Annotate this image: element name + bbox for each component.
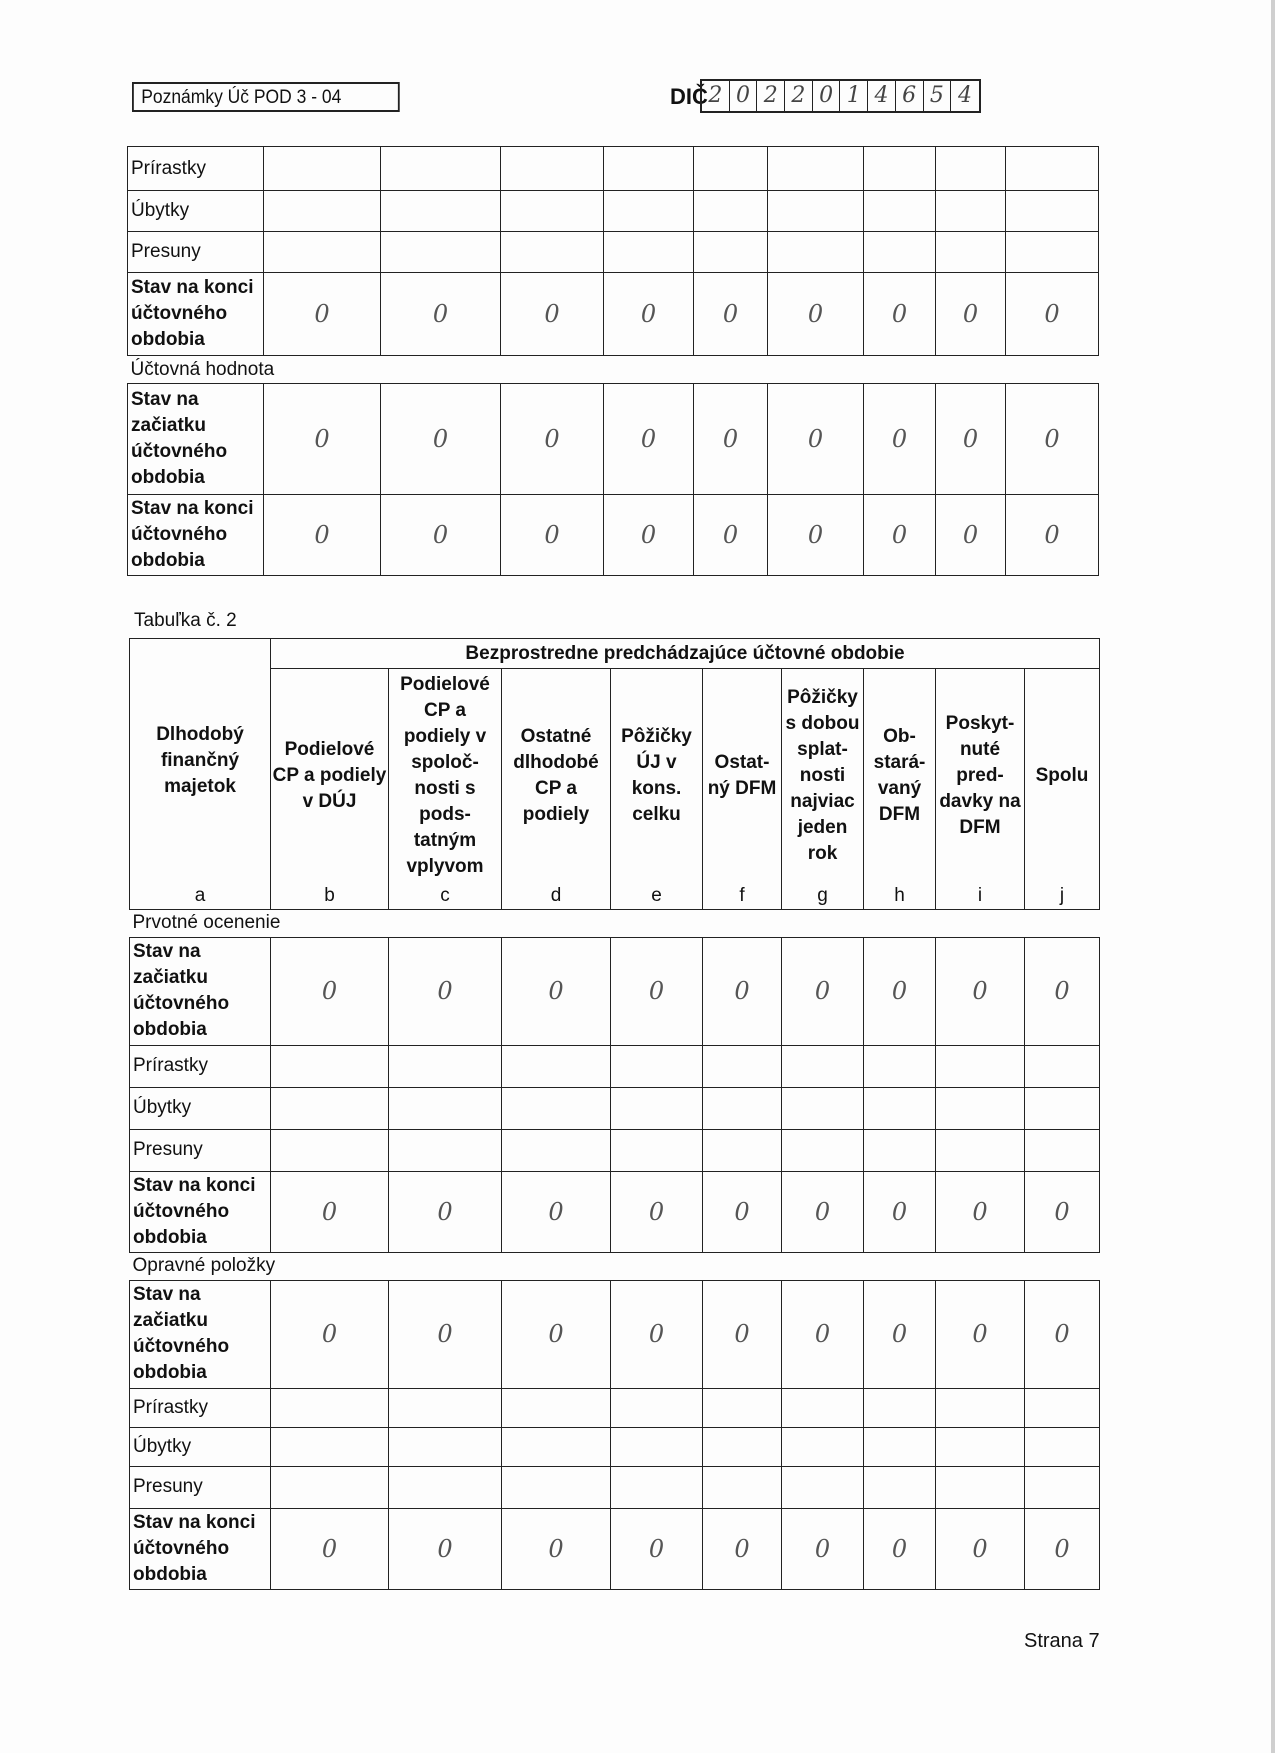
value-cell[interactable]: 0: [604, 384, 694, 495]
value-cell[interactable]: [782, 1466, 864, 1508]
value-cell[interactable]: [936, 1427, 1025, 1466]
value-cell[interactable]: [1025, 1466, 1100, 1508]
value-cell[interactable]: 0: [782, 1508, 864, 1589]
value-cell[interactable]: 0: [936, 384, 1006, 495]
value-cell[interactable]: [502, 1129, 611, 1171]
value-cell[interactable]: 0: [389, 937, 502, 1045]
value-cell[interactable]: [604, 232, 694, 273]
value-cell[interactable]: [604, 147, 694, 191]
value-cell[interactable]: [264, 191, 381, 232]
value-cell[interactable]: 0: [1025, 1280, 1100, 1388]
column-letter: a: [130, 883, 271, 910]
value-cell[interactable]: [502, 1466, 611, 1508]
value-cell[interactable]: [703, 1087, 782, 1129]
value-cell[interactable]: [936, 191, 1006, 232]
column-header: Podielové CP a podiely v DÚJ: [271, 669, 389, 883]
value-cell[interactable]: 0: [864, 384, 936, 495]
value-cell[interactable]: 0: [703, 937, 782, 1045]
value-cell[interactable]: [264, 232, 381, 273]
value-cell[interactable]: 0: [1025, 1171, 1100, 1252]
value-cell[interactable]: [782, 1129, 864, 1171]
value-cell[interactable]: 0: [389, 1171, 502, 1252]
table-row: [130, 937, 1100, 1045]
value-cell[interactable]: [703, 1466, 782, 1508]
dic-digit: 0: [730, 81, 758, 111]
value-cell[interactable]: 0: [864, 1508, 936, 1589]
value-cell[interactable]: [768, 232, 864, 273]
super-header: Bezprostredne predchádzajúce účtovné obdobie: [271, 639, 1100, 669]
table-row: [130, 1508, 1100, 1589]
dic-digit: 0: [813, 81, 841, 111]
value-cell[interactable]: [271, 1129, 389, 1171]
value-cell[interactable]: 0: [703, 1280, 782, 1388]
header-row: [130, 669, 1100, 883]
section-row: [130, 1252, 1100, 1280]
value-cell[interactable]: [782, 1045, 864, 1087]
value-cell[interactable]: 0: [271, 1508, 389, 1589]
row-label: Presuny: [130, 1466, 271, 1508]
value-cell[interactable]: [1025, 1045, 1100, 1087]
dic-field[interactable]: [700, 79, 981, 113]
value-cell[interactable]: [936, 1087, 1025, 1129]
value-cell[interactable]: 0: [501, 273, 604, 356]
table-row: [130, 1045, 1100, 1087]
dic-digit: 4: [868, 81, 896, 111]
table-row: [130, 1129, 1100, 1171]
value-cell[interactable]: 0: [782, 1171, 864, 1252]
value-cell[interactable]: 0: [611, 1280, 703, 1388]
column-header: Poskyt- nuté pred- davky na DFM: [936, 669, 1025, 883]
value-cell[interactable]: 0: [502, 1508, 611, 1589]
table-row: [130, 1466, 1100, 1508]
value-cell[interactable]: [1025, 1129, 1100, 1171]
dic-digit: 2: [702, 81, 730, 111]
column-letter: g: [782, 883, 864, 910]
value-cell[interactable]: 0: [936, 1508, 1025, 1589]
column-header: Spolu: [1025, 669, 1100, 883]
value-cell[interactable]: [271, 1466, 389, 1508]
row-label: Stav na začiatku účtovného obdobia: [130, 1280, 271, 1388]
value-cell[interactable]: [389, 1087, 502, 1129]
column-header: Ob- stará- vaný DFM: [864, 669, 936, 883]
section-label: Účtovná hodnota: [128, 356, 1099, 384]
column-letter: c: [389, 883, 502, 910]
row-label: Stav na konci účtovného obdobia: [128, 273, 264, 356]
value-cell[interactable]: [703, 1129, 782, 1171]
value-cell[interactable]: [501, 147, 604, 191]
value-cell[interactable]: 0: [1006, 384, 1099, 495]
column-letter: f: [703, 883, 782, 910]
value-cell[interactable]: [1006, 232, 1099, 273]
value-cell[interactable]: 0: [604, 495, 694, 576]
row-label: Stav na konci účtovného obdobia: [128, 495, 264, 576]
table2: [129, 638, 1100, 1590]
dic-digit: 4: [958, 83, 973, 108]
value-cell[interactable]: [271, 1427, 389, 1466]
value-cell[interactable]: [611, 1427, 703, 1466]
value-cell[interactable]: 0: [703, 1171, 782, 1252]
value-cell[interactable]: 0: [1025, 937, 1100, 1045]
dic-digit: 2: [785, 81, 813, 111]
value-cell[interactable]: [936, 1466, 1025, 1508]
value-cell[interactable]: [703, 1388, 782, 1427]
value-cell[interactable]: [703, 1427, 782, 1466]
value-cell[interactable]: [389, 1045, 502, 1087]
section-label: Opravné položky: [130, 1252, 1100, 1280]
value-cell[interactable]: [864, 232, 936, 273]
value-cell[interactable]: [768, 147, 864, 191]
value-cell[interactable]: 0: [864, 1171, 936, 1252]
value-cell[interactable]: [864, 1466, 936, 1508]
table-row: [128, 273, 1099, 356]
value-cell[interactable]: 0: [864, 1280, 936, 1388]
row-label: Úbytky: [130, 1427, 271, 1466]
value-cell[interactable]: 0: [611, 1171, 703, 1252]
value-cell[interactable]: 0: [936, 1171, 1025, 1252]
column-letter: h: [864, 883, 936, 910]
letter-row: [130, 883, 1100, 910]
value-cell[interactable]: [768, 191, 864, 232]
section-row: [128, 356, 1099, 384]
value-cell[interactable]: [694, 147, 768, 191]
value-cell[interactable]: [703, 1045, 782, 1087]
dic-digit: 5: [924, 81, 952, 111]
value-cell[interactable]: [694, 191, 768, 232]
column-letter: d: [502, 883, 611, 910]
page-number: Strana 7: [1024, 1630, 1100, 1652]
value-cell[interactable]: 0: [604, 273, 694, 356]
dic-digit: 6: [896, 81, 924, 111]
value-cell[interactable]: [271, 1045, 389, 1087]
value-cell[interactable]: [864, 191, 936, 232]
value-cell[interactable]: 0: [389, 1280, 502, 1388]
value-cell[interactable]: 0: [271, 937, 389, 1045]
value-cell[interactable]: [502, 1427, 611, 1466]
row-label: Úbytky: [130, 1087, 271, 1129]
table1: [127, 146, 1099, 576]
value-cell[interactable]: [1025, 1087, 1100, 1129]
value-cell[interactable]: [1006, 147, 1099, 191]
value-cell[interactable]: 0: [782, 1280, 864, 1388]
table-row: [128, 495, 1099, 576]
value-cell[interactable]: 0: [936, 495, 1006, 576]
value-cell[interactable]: [611, 1045, 703, 1087]
value-cell[interactable]: 0: [936, 273, 1006, 356]
value-cell[interactable]: [936, 147, 1006, 191]
value-cell[interactable]: 0: [864, 273, 936, 356]
value-cell[interactable]: 0: [501, 495, 604, 576]
value-cell[interactable]: 0: [1006, 273, 1099, 356]
scan-edge: [1271, 0, 1275, 1753]
value-cell[interactable]: 0: [611, 937, 703, 1045]
column-header: Pôžičky ÚJ v kons. celku: [611, 669, 703, 883]
value-cell[interactable]: [1006, 191, 1099, 232]
table-row: [130, 1280, 1100, 1388]
value-cell[interactable]: [864, 147, 936, 191]
value-cell[interactable]: [389, 1129, 502, 1171]
table-row: [128, 384, 1099, 495]
value-cell[interactable]: [936, 1129, 1025, 1171]
value-cell[interactable]: 0: [381, 495, 501, 576]
value-cell[interactable]: [611, 1129, 703, 1171]
dic-digit: 2: [757, 81, 785, 111]
value-cell[interactable]: [389, 1466, 502, 1508]
table-row: [130, 1087, 1100, 1129]
row-label: Presuny: [128, 232, 264, 273]
value-cell[interactable]: [694, 232, 768, 273]
form-title: Poznámky Úč POD 3 - 04: [132, 82, 400, 112]
column-letter: e: [611, 883, 703, 910]
column-letter: i: [936, 883, 1025, 910]
value-cell[interactable]: [502, 1045, 611, 1087]
value-cell[interactable]: 0: [502, 1171, 611, 1252]
value-cell[interactable]: [864, 1427, 936, 1466]
value-cell[interactable]: [502, 1087, 611, 1129]
value-cell[interactable]: [936, 232, 1006, 273]
section-row: [130, 909, 1100, 937]
row-label: Úbytky: [128, 191, 264, 232]
dic-label: DIČ: [670, 84, 708, 109]
value-cell[interactable]: [864, 1045, 936, 1087]
value-cell[interactable]: 0: [271, 1171, 389, 1252]
header-row: [130, 639, 1100, 669]
row-label: Stav na konci účtovného obdobia: [130, 1508, 271, 1589]
value-cell[interactable]: [271, 1087, 389, 1129]
value-cell[interactable]: 0: [703, 1508, 782, 1589]
value-cell[interactable]: 0: [502, 937, 611, 1045]
value-cell[interactable]: [501, 232, 604, 273]
value-cell[interactable]: [381, 147, 501, 191]
value-cell[interactable]: 0: [694, 495, 768, 576]
column-header: Pôžičky s dobou splat- nosti najviac jeden rok: [782, 669, 864, 883]
value-cell[interactable]: [936, 1388, 1025, 1427]
value-cell[interactable]: [864, 1388, 936, 1427]
column-header: Podielové CP a podiely v spoloč- nosti s pods- tatným vplyvom: [389, 669, 502, 883]
value-cell[interactable]: [782, 1388, 864, 1427]
value-cell[interactable]: 0: [768, 384, 864, 495]
row-label: Presuny: [130, 1129, 271, 1171]
value-cell[interactable]: [381, 191, 501, 232]
value-cell[interactable]: [611, 1388, 703, 1427]
value-cell[interactable]: [271, 1388, 389, 1427]
value-cell[interactable]: 0: [264, 384, 381, 495]
value-cell[interactable]: 0: [1006, 495, 1099, 576]
row-label: Prírastky: [130, 1388, 271, 1427]
value-cell[interactable]: [381, 232, 501, 273]
column-letter: b: [271, 883, 389, 910]
value-cell[interactable]: 0: [782, 937, 864, 1045]
value-cell[interactable]: [502, 1388, 611, 1427]
value-cell[interactable]: 0: [936, 937, 1025, 1045]
value-cell[interactable]: 0: [694, 384, 768, 495]
column-header: Ostat- ný DFM: [703, 669, 782, 883]
value-cell[interactable]: 0: [264, 495, 381, 576]
value-cell[interactable]: [389, 1427, 502, 1466]
value-cell[interactable]: [1025, 1427, 1100, 1466]
value-cell[interactable]: 0: [264, 273, 381, 356]
value-cell[interactable]: [501, 191, 604, 232]
table-row: [128, 232, 1099, 273]
value-cell[interactable]: 0: [381, 384, 501, 495]
value-cell[interactable]: 0: [864, 495, 936, 576]
table-row: [130, 1388, 1100, 1427]
value-cell[interactable]: 0: [768, 495, 864, 576]
table2-title: Tabuľka č. 2: [134, 610, 237, 631]
table-row: [128, 147, 1099, 191]
value-cell[interactable]: [389, 1388, 502, 1427]
table-row: [128, 191, 1099, 232]
row-label: Stav na konci účtovného obdobia: [130, 1171, 271, 1252]
value-cell[interactable]: 0: [694, 273, 768, 356]
column-header: Ostatné dlhodobé CP a podiely: [502, 669, 611, 883]
value-cell[interactable]: [604, 191, 694, 232]
column-header: Dlhodobý finančný majetok: [130, 639, 271, 883]
value-cell[interactable]: 0: [381, 273, 501, 356]
value-cell[interactable]: [611, 1466, 703, 1508]
value-cell[interactable]: 0: [501, 384, 604, 495]
value-cell[interactable]: [1025, 1388, 1100, 1427]
value-cell[interactable]: 0: [389, 1508, 502, 1589]
value-cell[interactable]: 0: [1025, 1508, 1100, 1589]
table-row: [130, 1171, 1100, 1252]
value-cell[interactable]: [782, 1087, 864, 1129]
value-cell[interactable]: [864, 1129, 936, 1171]
value-cell[interactable]: 0: [936, 1280, 1025, 1388]
value-cell[interactable]: 0: [611, 1508, 703, 1589]
row-label: Stav na začiatku účtovného obdobia: [130, 937, 271, 1045]
value-cell[interactable]: 0: [271, 1280, 389, 1388]
value-cell[interactable]: [611, 1087, 703, 1129]
value-cell[interactable]: 0: [768, 273, 864, 356]
value-cell[interactable]: 0: [502, 1280, 611, 1388]
section-label: Prvotné ocenenie: [130, 909, 1100, 937]
row-label: Prírastky: [128, 147, 264, 191]
value-cell[interactable]: [264, 147, 381, 191]
value-cell[interactable]: [864, 1087, 936, 1129]
row-label: Prírastky: [130, 1045, 271, 1087]
value-cell[interactable]: 0: [864, 937, 936, 1045]
value-cell[interactable]: [936, 1045, 1025, 1087]
dic-digit: 1: [840, 81, 868, 111]
table-row: [130, 1427, 1100, 1466]
column-letter: j: [1025, 883, 1100, 910]
row-label: Stav na začiatku účtovného obdobia: [128, 384, 264, 495]
value-cell[interactable]: [782, 1427, 864, 1466]
